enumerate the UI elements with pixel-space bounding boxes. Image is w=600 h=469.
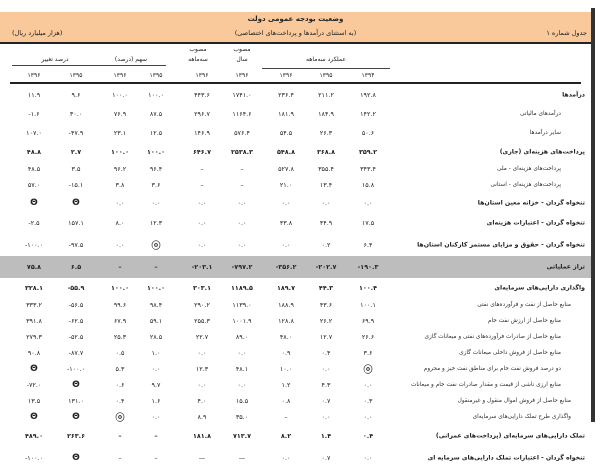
table-cell: ۱.۴ [320,432,332,440]
table-cell: ۰.۴ [362,432,374,440]
table-cell: ۶۴۶.۷ [192,147,212,156]
table-cell: ۸۹.۰ [235,333,249,341]
table-cell: — [198,454,206,462]
table-cell: ۹۶.۴ [149,165,163,173]
table-cell: ۲۶۳.۶ [66,432,86,440]
table-cell: – [200,165,204,173]
table-cell: ۰.۰ [197,349,207,357]
row-label: درآمدهای مالیاتی [520,110,561,117]
row-label: تنخواه گردان - خزانه معین استان‌ها [477,199,585,206]
table-cell: ۸.۲ [280,432,292,440]
table-cell: ۲۷۹.۳ [26,333,42,341]
table-cell: ۹۰.۸ [27,349,41,357]
table-cell: Θ [72,380,80,390]
table-cell: ۱۰۰۱.۹ [232,317,252,325]
table-cell: ۳۵.۰ [235,413,249,421]
table-cell: ۹۸.۴ [149,301,163,309]
table-cell: ۰.۰ [281,198,291,207]
table-cell: ۰.۰ [237,381,247,389]
table-cell: -۷۹۷.۲ [231,263,253,271]
table-cell: -۲.۵ [28,219,40,227]
table-row [0,425,591,447]
table-cell: ۳۲۸.۱ [24,283,44,292]
table-row [0,212,591,234]
table-cell: ۲۶.۲ [319,317,333,325]
row-label: پرداخت‌های هزینه‌ای (جاری) [499,148,585,155]
table-cell: Θ [72,453,80,463]
table-row [0,161,591,177]
table-row [0,447,591,469]
table-cell: ۱۸۴.۹ [318,109,334,118]
year-sh-1396: ۱۳۹۶ [113,72,127,79]
perf-group-underline [262,68,390,69]
row-label: واگذاری طرح تملک دارایی‌های سرمایه‌ای [472,414,571,420]
table-row [0,377,591,393]
header-group-change: درصد تغییر [12,56,98,66]
table-cell: ۰.۰ [363,381,373,389]
table-cell: ۱.۲ [281,381,291,389]
table-cell: ۰.۰ [151,365,161,373]
table-cell: ۳۴۳.۴ [360,165,376,173]
table-cell: ۰.۰ [321,365,331,373]
table-cell: ۴۸.۱ [235,365,249,373]
table-cell: ۲۵۳۸.۳ [231,147,253,156]
table-cell: ۱۰۰.۰ [146,147,166,156]
table-row [0,297,591,313]
table-cell: ۳۵۹.۲ [358,147,378,156]
table-cell: ۲۹۶.۷ [194,109,210,118]
table-cell: -۱۹۰.۳ [357,263,379,271]
table-cell: ۵۴۸.۸ [276,147,296,156]
table-cell: ۵۷۶.۴ [234,128,250,137]
table-cell: ۳۹۱.۸ [26,317,42,325]
table-cell: -۷۲.۰ [26,381,42,389]
table-subtitle: (به استثنای درآمدها و پرداخت‌های اختصاصی) [234,29,357,37]
table-cell: ۰.۰ [237,241,247,249]
table-cell: Θ [72,197,80,208]
header-approved-year-bottom: سال [236,56,248,63]
table-cell: -۱۰۰.۰ [24,454,44,462]
table-cell: ۰.۰ [363,198,373,207]
year-pf-1396: ۱۳۹۶ [279,72,293,79]
table-cell: ۹۶.۲ [113,165,127,173]
table-row [0,361,591,377]
table-cell: ۳۰.۰ [69,109,83,118]
table-cell: ۵۰.۶ [361,128,375,137]
table-row [0,123,591,142]
table-cell: ۰.۰ [321,413,331,421]
table-cell: ۰.۲ [321,241,331,249]
table-cell: ۰.۴ [321,349,331,357]
table-cell: ۲.۷ [70,147,82,156]
table-cell: – [118,263,122,271]
table-cell: ۲۱۱.۲ [318,90,334,99]
table-cell: ⓞ [151,241,161,252]
table-cell: -۸۷.۷ [68,349,84,357]
table-cell: -۲۰۳.۱ [191,263,213,271]
table-cell: Θ [30,197,38,208]
row-label: تملک دارایی‌های سرمایه‌ای (پرداخت‌های عمرانی) [435,432,585,440]
table-row [0,345,591,361]
table-cell: ۳۵۵.۴ [318,165,334,173]
table-cell: ۱۲.۳ [195,365,209,373]
row-label: دو درصد فروش نفت خام برای مناطق نفت خیز و محروم [423,366,561,372]
table-title: وضعیت بودجه عمومی دولت [247,15,344,23]
table-cell: – [200,181,204,189]
table-cell: ۴۸.۸ [26,147,42,156]
table-cell: ⓞ [363,365,373,376]
table-cell: ۳۳۳.۲ [26,301,42,309]
table-number: جدول شماره ۱ [546,29,587,37]
table-cell: – [240,165,244,173]
table-cell: ۱۰۰.۰ [148,90,164,99]
row-label: منابع حاصل از فروش داخلی میعانات گازی [459,350,561,356]
table-cell: ۲۱.۰ [279,181,293,189]
row-label: منابع حاصل از ارزش نفت خام [487,318,561,324]
table-cell: ۱۰۰.۰ [146,283,166,292]
table-cell: ۱۳۱.۰ [68,397,84,405]
table-cell: ۰.۷ [321,454,331,462]
table-row [0,85,591,104]
table-cell: ۹.۶ [71,90,81,99]
table-cell: ۵.۳ [115,365,125,373]
table-cell: ۵۴.۵ [279,128,293,137]
year-ap3-1396: ۱۳۹۶ [195,72,209,79]
table-cell: Θ [30,412,38,422]
table-cell: -۳۵۶.۲ [275,263,297,271]
row-label: تراز عملیاتی [546,263,585,271]
table-cell: ۰.۷ [321,397,331,405]
table-cell: ۲۳.۱ [113,128,127,137]
table-cell: -۵۵.۹ [67,283,85,292]
table-cell: -۴۷.۹ [68,128,84,137]
row-label: تنخواه گردان - حقوق و مزایای مستمر کارکنان استان‌ها [417,241,585,249]
table-cell: -۱۰۰.۰ [66,365,86,373]
table-cell: ۳.۸ [115,181,125,189]
year-apy-1396: ۱۳۹۶ [235,72,249,79]
table-cell: ۲۲.۷ [195,333,209,341]
table-cell: ۰.۰ [197,198,207,207]
table-cell: -۵۲.۵ [68,333,84,341]
table-cell: ۱.۶ [151,397,161,405]
table-cell: -۶۲.۵ [68,317,84,325]
table-cell: ۳۰۳.۱ [192,283,212,292]
table-cell: Θ [30,364,38,374]
table-cell: ۴۳.۸ [279,219,293,227]
table-cell: ۰.۰ [197,381,207,389]
table-cell: ۱۴۶.۹ [194,128,210,137]
table-cell: ۵۷.۰ [27,181,41,189]
table-cell: ۹۹.۶ [113,301,127,309]
table-cell: ۱۰۰.۴ [358,283,378,292]
table-cell: ۱۲.۷ [319,333,333,341]
table-cell: ۰.۰ [197,219,207,227]
table-cell: ۳.۵ [71,165,81,173]
table-cell: ۱۲.۵ [149,128,163,137]
table-cell: ۳.۶ [151,181,161,189]
header-approved-3m-bottom: سه‌ماهه [188,56,208,63]
table-cell: ۰.۰ [281,241,291,249]
table-cell: ۰.۰ [237,198,247,207]
table-cell: -۲۰۲.۷ [315,263,337,271]
budget-table-page [0,8,595,463]
table-cell: ۲۸.۵ [149,333,163,341]
row-label: پرداخت‌های هزینه‌ای - ملی [497,166,561,172]
table-cell: ۰.۰ [321,198,331,207]
table-row [0,234,591,256]
table-row [0,313,591,329]
table-cell: ۱۱۳۹.۰ [232,301,252,309]
table-cell: ۷۶.۹ [113,109,127,118]
table-cell: – [154,454,158,462]
row-label: منابع ارزی ناشی از قیمت و مقدار صادرات نفت خام و میعانات [410,382,561,388]
table-cell: ۱۸۸.۹ [278,301,294,309]
table-cell: ۰.۰ [363,413,373,421]
table-cell: ۰.۰ [281,454,291,462]
table-cell: ۲۶.۶ [361,333,375,341]
header-approved-year-top: مصوب [233,46,251,53]
row-label: منابع حاصل از صادرات فرآورده‌های نفتی و میعانات گازی [424,334,561,340]
table-cell: ۴۳.۶ [319,301,333,309]
table-cell: ۱۰۷.۰ [26,128,42,137]
table-cell: ۳.۶ [363,349,373,357]
table-row [0,193,591,212]
table-row [0,177,591,193]
header-approved-3m-top: مصوب [189,46,207,53]
table-title-banner [0,12,591,44]
table-cell: ۸.۰ [115,219,125,227]
table-cell: ۱۴۲.۲ [360,109,376,118]
table-cell: ۱۳.۴ [319,181,333,189]
table-cell: ۶۹.۹ [361,317,375,325]
table-cell: ۱۳.۵ [27,397,41,405]
row-label: درآمدها [562,91,585,98]
table-cell: ۰.۰ [237,219,247,227]
table-cell: ۴۸۹.۰ [24,432,44,440]
table-cell: ۰.۰ [237,349,247,357]
table-cell: ۷۵.۸ [26,263,42,271]
table-cell: ۰.۵ [115,349,125,357]
table-row [0,409,591,425]
table-cell: ۱۸۱.۸ [192,432,212,440]
header-group-share: سهم (درصد) [96,56,166,66]
table-row [0,393,591,409]
row-label: پرداخت‌های هزینه‌ای - استانی [490,182,561,188]
table-cell: ۱۵.۸ [361,181,375,189]
table-cell: ۲۵۵.۳ [194,317,210,325]
table-cell: ۱۵۷.۱ [68,219,84,227]
table-cell: ۰.۳ [363,397,373,405]
table-cell: ۱۷.۵ [361,219,375,227]
table-cell: — [238,454,246,462]
table-cell: – [240,181,244,189]
table-cell: ۰.۰ [151,198,161,207]
table-cell: -۱.۶ [28,109,40,118]
table-cell: ۱۱۶۴.۶ [232,109,252,118]
row-label: منابع حاصل از نفت و فرآورده‌های نفتی [477,302,571,308]
table-cell: ۵۲۷.۸ [278,165,294,173]
table-cell: – [154,432,158,440]
table-cell: ۱۲.۳ [149,219,163,227]
table-row [0,329,591,345]
table-cell: ۱۷۴۱.۰ [232,90,252,99]
table-cell: ۴۴۳.۶ [194,90,210,99]
table-row [0,104,591,123]
table-cell: ۴۸.۵ [27,165,41,173]
table-cell: ۹.۷ [151,381,161,389]
table-cell: Θ [72,412,80,422]
table-cell: -۱۵.۱ [68,181,84,189]
table-cell: – [118,454,122,462]
table-cell: ۵۹.۱ [149,317,163,325]
table-cell: ۱۰.۰ [279,365,293,373]
year-sh-1395: ۱۳۹۵ [149,72,163,79]
table-cell: ۰.۹ [281,349,291,357]
table-cell: ۱.۰ [151,349,161,357]
unit-label: (هزار میلیارد ریال) [12,29,63,37]
column-headers [0,46,591,82]
table-cell: ۱۲۸.۸ [278,317,294,325]
table-cell: ۲۳۶.۴ [278,90,294,99]
table-cell: ۴۸.۰ [279,333,293,341]
table-body [0,85,591,469]
table-cell: ۱۰۰.۰ [112,90,128,99]
table-cell: ۰.۰ [363,454,373,462]
table-row [0,256,591,278]
table-cell: ۱۵.۵ [235,397,249,405]
table-cell: ۰.۰ [115,241,125,249]
year-chg-1396: ۱۳۹۶ [27,72,41,79]
table-cell: ۴۴.۹ [319,219,333,227]
table-cell: ⓞ [115,413,125,424]
table-cell: ۰.۰ [151,413,161,421]
table-cell: ۶.۴ [363,241,373,249]
table-cell: ۱۰۰.۱ [360,301,376,309]
table-cell: ۸.۹ [197,413,207,421]
table-cell: ۲۹۰.۲ [194,301,210,309]
table-cell: ۰.۰ [197,241,207,249]
table-cell: ۲۶.۳ [319,128,333,137]
table-cell: ۶۷.۹ [113,317,127,325]
table-cell: ۰.۰ [115,198,125,207]
table-cell: ۸۷.۵ [149,109,163,118]
table-cell: ۱۸۱.۹ [278,109,294,118]
header-group-performance: عملکرد سه‌ماهه [306,56,346,63]
table-cell: ۲۵.۳ [113,333,127,341]
table-cell: ۴۴.۳ [318,283,334,292]
row-label: تنخواه گردان - اعتبارات هزینه‌ای [486,219,585,227]
table-cell: ۱۰۰.۰ [110,147,130,156]
table-cell: -۱۰۰.۰ [24,241,44,249]
row-label: تنخواه گردان - اعتبارات تملک دارایی‌های سرمایه ای [427,454,585,462]
header-divider [10,82,581,84]
table-cell: – [118,432,122,440]
year-chg-1395: ۱۳۹۵ [69,72,83,79]
table-cell: ۳۶۸.۸ [316,147,336,156]
table-cell: ۶.۵ [70,263,82,271]
row-label: سایر درآمدها [529,129,561,136]
table-cell: -۹۷.۵ [68,241,84,249]
table-cell: ۰.۶ [115,381,125,389]
row-label: واگذاری دارایی‌های سرمایه‌ای [494,284,585,291]
table-row [0,278,591,297]
table-cell: ۷۱۳.۷ [232,432,252,440]
table-cell: -۵۶.۵ [68,301,84,309]
table-cell: – [284,413,288,421]
table-cell: ۱۱.۹ [27,90,41,99]
table-cell: ۱۱۸۹.۵ [231,283,253,292]
table-row [0,142,591,161]
table-cell: ۱۰۰.۰ [110,283,130,292]
table-cell: ۰.۸ [281,397,291,405]
table-cell: ۴.۳ [321,381,331,389]
row-label: منابع حاصل از فروش اموال منقول و غیرمنقول [457,398,571,404]
table-cell: – [154,263,158,271]
year-pf-1395: ۱۳۹۵ [319,72,333,79]
table-cell: ۰.۴ [115,397,125,405]
year-pf-1394: ۱۳۹۴ [361,72,375,79]
table-cell: ۱۸۹.۷ [276,283,296,292]
table-cell: ۴.۰ [197,397,207,405]
table-cell: ۱۹۲.۸ [360,90,376,99]
